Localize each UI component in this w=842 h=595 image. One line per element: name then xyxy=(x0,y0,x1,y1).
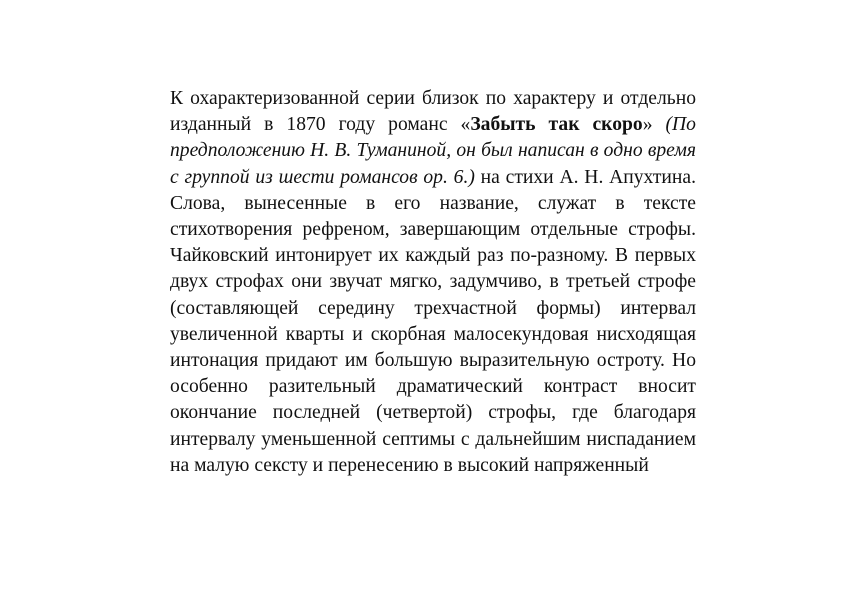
body-paragraph xyxy=(170,86,696,479)
romance-title: Забыть так скоро xyxy=(470,114,643,136)
closing-quote: » xyxy=(642,114,666,136)
paragraph-text-main: на стихи А. Н. Апухтина. Слова, вынесенные в его название, служат в тексте стихотворения рефреном, завершающим отдельные строфы. Чайковский интонирует их каждый раз по-разному. В первых двух строфах они звучат мягко, задумчиво, в третьей строфе (составляющей середину трехчастной формы) интервал увеличенной кварты и скорбная малосекундовая нисходящая интонация придают им большую выразительную остроту. Но особенно разительный драматический контраст вносит окончание последней (четвертой) строфы, где благодаря интервалу уменьшенной септимы с дальнейшим ниспаданием на малую сексту и перенесению в высокий напряженный xyxy=(170,166,696,476)
editorial-note: (По предположению Н. В. Туманиной, он был написан в одно время с группой из шести романсов ор. 6.) xyxy=(170,114,696,188)
paragraph-text-intro: К охарактеризованной серии близок по характеру и отдельно изданный в 1870 году романс « xyxy=(170,88,696,136)
